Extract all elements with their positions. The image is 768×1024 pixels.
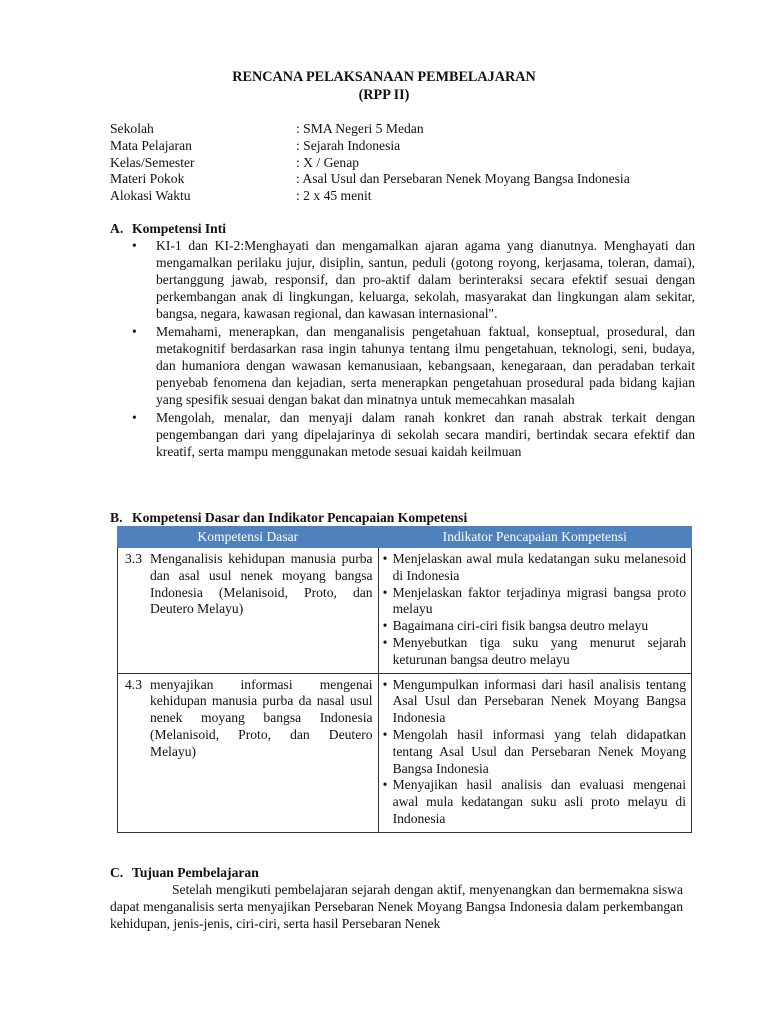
bullet: • <box>382 726 388 742</box>
learning-objective-text: Setelah mengikuti pembelajaran sejarah dengan aktif, menyenangkan dan bermemakna siswa dapat menganalisis serta menyajikan Persebaran Nenek Moyang Bangsa Indonesia dalam perkembangan kehidupan, jenis-jenis, ciri-ciri, serta hasil Persebaran Nenek <box>110 882 683 931</box>
competency-number: 4.3 <box>125 676 142 692</box>
section-b-heading <box>110 509 467 526</box>
table-cell <box>118 548 379 674</box>
learning-objective-paragraph <box>110 881 683 932</box>
competency-text: Menganalisis kehidupan manusia purba dan asal usul nenek moyang bangsa Indonesia (Melanisoid, Proto, dan Deutero Melayu) <box>150 551 373 617</box>
table-header-row <box>118 527 692 548</box>
info-value: : Asal Usul dan Persebaran Nenek Moyang Bangsa Indonesia <box>296 171 630 187</box>
section-c-heading <box>110 864 259 881</box>
indicator-text: Menjelaskan awal mula kedatangan suku melanesoid di Indonesia <box>392 551 686 583</box>
list-item-text: Mengolah, menalar, dan menyaji dalam ranah konkret dan ranah abstrak terkait dengan pengembangan dari yang dipelajarinya di sekolah secara mandiri, bertindak secara efektif dan kreatif, serta mampu menggunakan metode sesuai kaidah keilmuan <box>156 410 695 459</box>
table-header: Kompetensi Dasar <box>118 527 379 548</box>
table-header: Indikator Pencapaian Kompetensi <box>378 527 691 548</box>
info-row-time <box>110 187 710 204</box>
indicator-item <box>383 618 686 635</box>
info-row-school <box>110 120 710 137</box>
indicator-item <box>383 727 686 777</box>
indicator-text: Menjelaskan faktor terjadinya migrasi bangsa proto melayu <box>392 584 686 617</box>
bullet: • <box>132 238 137 253</box>
bullet: • <box>382 551 388 566</box>
list-item <box>110 323 695 408</box>
info-label: Alokasi Waktu <box>110 188 191 204</box>
list-item <box>110 237 695 322</box>
info-row-subject <box>110 137 710 154</box>
indicator-text: Menyajikan hasil analisis dan evaluasi mengenai awal mula kedatangan suku asli proto melayu di Indonesia <box>392 777 686 826</box>
info-value: : Sejarah Indonesia <box>296 137 401 153</box>
indicator-text: Menyebutkan tiga suku yang menurut sejarah keturunan bangsa deutro melayu <box>392 634 686 667</box>
info-label: Kelas/Semester <box>110 154 195 170</box>
bullet: • <box>382 634 388 650</box>
info-row-topic <box>110 170 710 187</box>
bullet: • <box>382 584 388 600</box>
info-row-class-semester <box>110 154 710 171</box>
indicator-text: Bagaimana ciri-ciri fisik bangsa deutro melayu <box>392 618 649 634</box>
info-label: Sekolah <box>110 121 154 136</box>
list-item-text: Memahami, menerapkan, dan menganalisis pengetahuan faktual, konseptual, prosedural, dan metakognitif berdasarkan rasa ingin tahunya tentang ilmu pengetahuan, teknologi, seni, budaya, dan humaniora dengan wawasan kemanusiaan, kebangsaan, kenegaraan, dan peradaban terkait penyebab fenomena dan kejadian, serta menerapkan pengetahuan prosedural pada bidang kajian yang spesifik sesuai dengan bakat dan minatnya untuk memecahkan masalah <box>156 324 695 407</box>
competency-table <box>117 526 692 833</box>
document-subtitle: (RPP II) <box>358 87 410 103</box>
indicator-item <box>383 677 686 727</box>
info-value: : 2 x 45 menit <box>296 188 372 204</box>
indicator-item <box>383 585 686 619</box>
section-title: Kompetensi Dasar dan Indikator Pencapaian Kompetensi <box>132 510 468 525</box>
info-label: Materi Pokok <box>110 171 185 187</box>
section-letter: A. <box>110 221 124 236</box>
bullet: • <box>132 410 137 425</box>
basic-competency <box>122 551 373 618</box>
info-value: : X / Genap <box>296 154 360 170</box>
section-title: Tujuan Pembelajaran <box>132 865 259 880</box>
bullet: • <box>382 618 388 634</box>
list-item <box>110 409 695 460</box>
section-letter: C. <box>110 865 124 880</box>
table-cell <box>378 548 691 674</box>
section-a-heading <box>110 220 226 237</box>
identity-block <box>110 120 710 204</box>
basic-competency <box>122 677 373 761</box>
indicator-item <box>383 551 686 585</box>
section-letter: B. <box>110 510 123 525</box>
competency-number: 3.3 <box>125 551 142 566</box>
info-label: Mata Pelajaran <box>110 137 192 153</box>
section-title: Kompetensi Inti <box>132 221 227 236</box>
indicator-item <box>383 635 686 669</box>
table-row <box>118 673 692 832</box>
document-title: RENCANA PELAKSANAAN PEMBELAJARAN <box>232 69 536 85</box>
info-value: : SMA Negeri 5 Medan <box>296 121 424 136</box>
indicator-text: Mengumpulkan informasi dari hasil analisis tentang Asal Usul dan Persebaran Nenek Moyang Bangsa Indonesia <box>392 676 686 726</box>
bullet: • <box>132 324 137 339</box>
bullet: • <box>382 676 388 692</box>
table-row <box>118 548 692 674</box>
bullet: • <box>382 777 388 793</box>
core-competency-list <box>110 237 695 460</box>
indicator-text: Mengolah hasil informasi yang telah didapatkan tentang Asal Usul dan Persebaran Nenek Moyang Bangsa Indonesia <box>392 726 686 776</box>
competency-text: menyajikan informasi mengenai kehidupan manusia purba da nasal usul nenek moyang bangsa Indonesia (Melanisoid, Proto, dan Deutero Melayu) <box>150 676 373 759</box>
table-cell <box>118 673 379 832</box>
list-item-text: KI-1 dan KI-2:Menghayati dan mengamalkan ajaran agama yang dianutnya. Menghayati dan mengamalkan perilaku jujur, disiplin, santun, peduli (gotong royong, kerjasama, toleran, damai), bertanggung jawab, responsif, dan pro-aktif dalam berinteraksi secara efektif sesuai dengan perkembangan anak di lingkungan, keluarga, sekolah, masyarakat dan lingkungan alam sekitar, bangsa, negara, kawasan regional, dan kawasan internasional". <box>156 238 695 321</box>
table-cell <box>378 673 691 832</box>
indicator-item <box>383 777 686 827</box>
